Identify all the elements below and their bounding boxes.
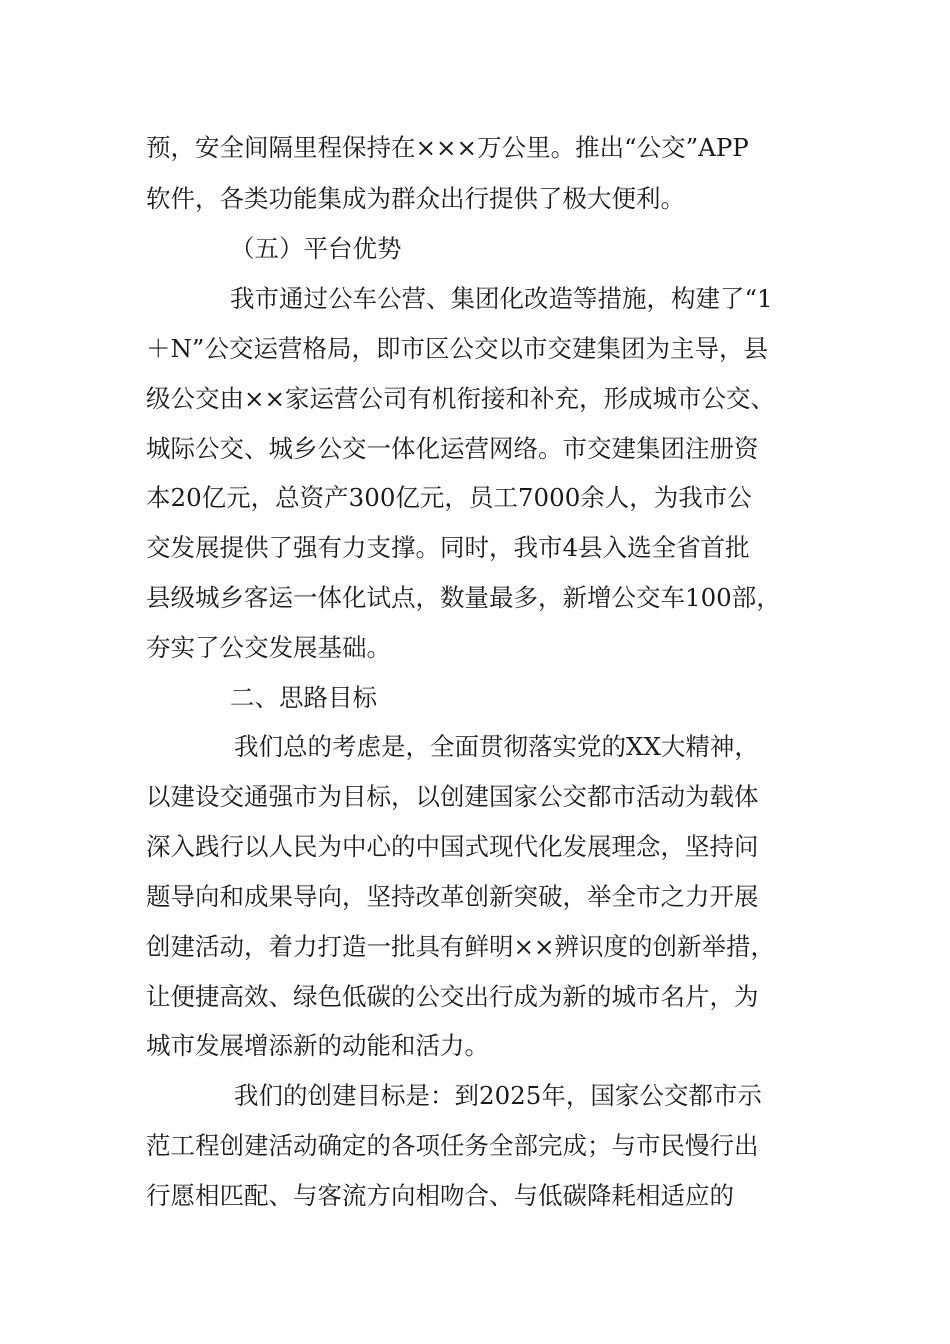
text-line-15: 深入践行以人民为中心的中国式现代化发展理念，坚持问 (146, 832, 759, 861)
text-line-19: 城市发展增添新的动能和活力。 (146, 1031, 489, 1060)
section-heading-5: （五）平台优势 (230, 234, 402, 263)
text-line-22: 行愿相匹配、与客流方向相吻合、与低碳降耗相适应的 (146, 1181, 734, 1210)
text-line-7: 城际公交、城乡公交一体化运营网络。市交建集团注册资 (146, 434, 759, 463)
text-line-17: 创建活动，着力打造一批具有鲜明××辨识度的创新举措， (146, 932, 776, 961)
section-heading-2: 二、思路目标 (230, 683, 377, 712)
text-line-5: ＋N”公交运营格局，即市区公交以市交建集团为主导，县 (146, 334, 768, 363)
text-line-16: 题导向和成果导向，坚持改革创新突破，举全市之力开展 (146, 882, 759, 911)
text-line-8: 本20亿元，总资产300亿元，员工7000余人，为我市公 (146, 483, 752, 512)
text-line-11: 夯实了公交发展基础。 (146, 633, 391, 662)
text-line-2: 软件，各类功能集成为群众出行提供了极大便利。 (146, 184, 685, 213)
text-line-9: 交发展提供了强有力支撑。同时，我市4县入选全省首批 (146, 533, 750, 562)
text-line-21: 范工程创建活动确定的各项任务全部完成；与市民慢行出 (146, 1131, 759, 1160)
text-line-1: 预，安全间隔里程保持在×××万公里。推出“公交”APP (146, 133, 749, 162)
text-line-6: 级公交由××家运营公司有机衔接和补充，形成城市公交、 (146, 384, 776, 413)
text-line-18: 让便捷高效、绿色低碳的公交出行成为新的城市名片，为 (146, 982, 759, 1011)
text-line-10: 县级城乡客运一体化试点，数量最多，新增公交车100部， (146, 583, 781, 612)
text-line-14: 以建设交通强市为目标，以创建国家公交都市活动为载体 (146, 782, 759, 811)
text-line-20: 我们的创建目标是：到2025年，国家公交都市示 (234, 1081, 762, 1110)
text-line-4: 我市通过公车公营、集团化改造等措施，构建了“1 (230, 284, 773, 313)
text-line-13: 我们总的考虑是，全面贯彻落实党的XX大精神， (234, 732, 759, 761)
